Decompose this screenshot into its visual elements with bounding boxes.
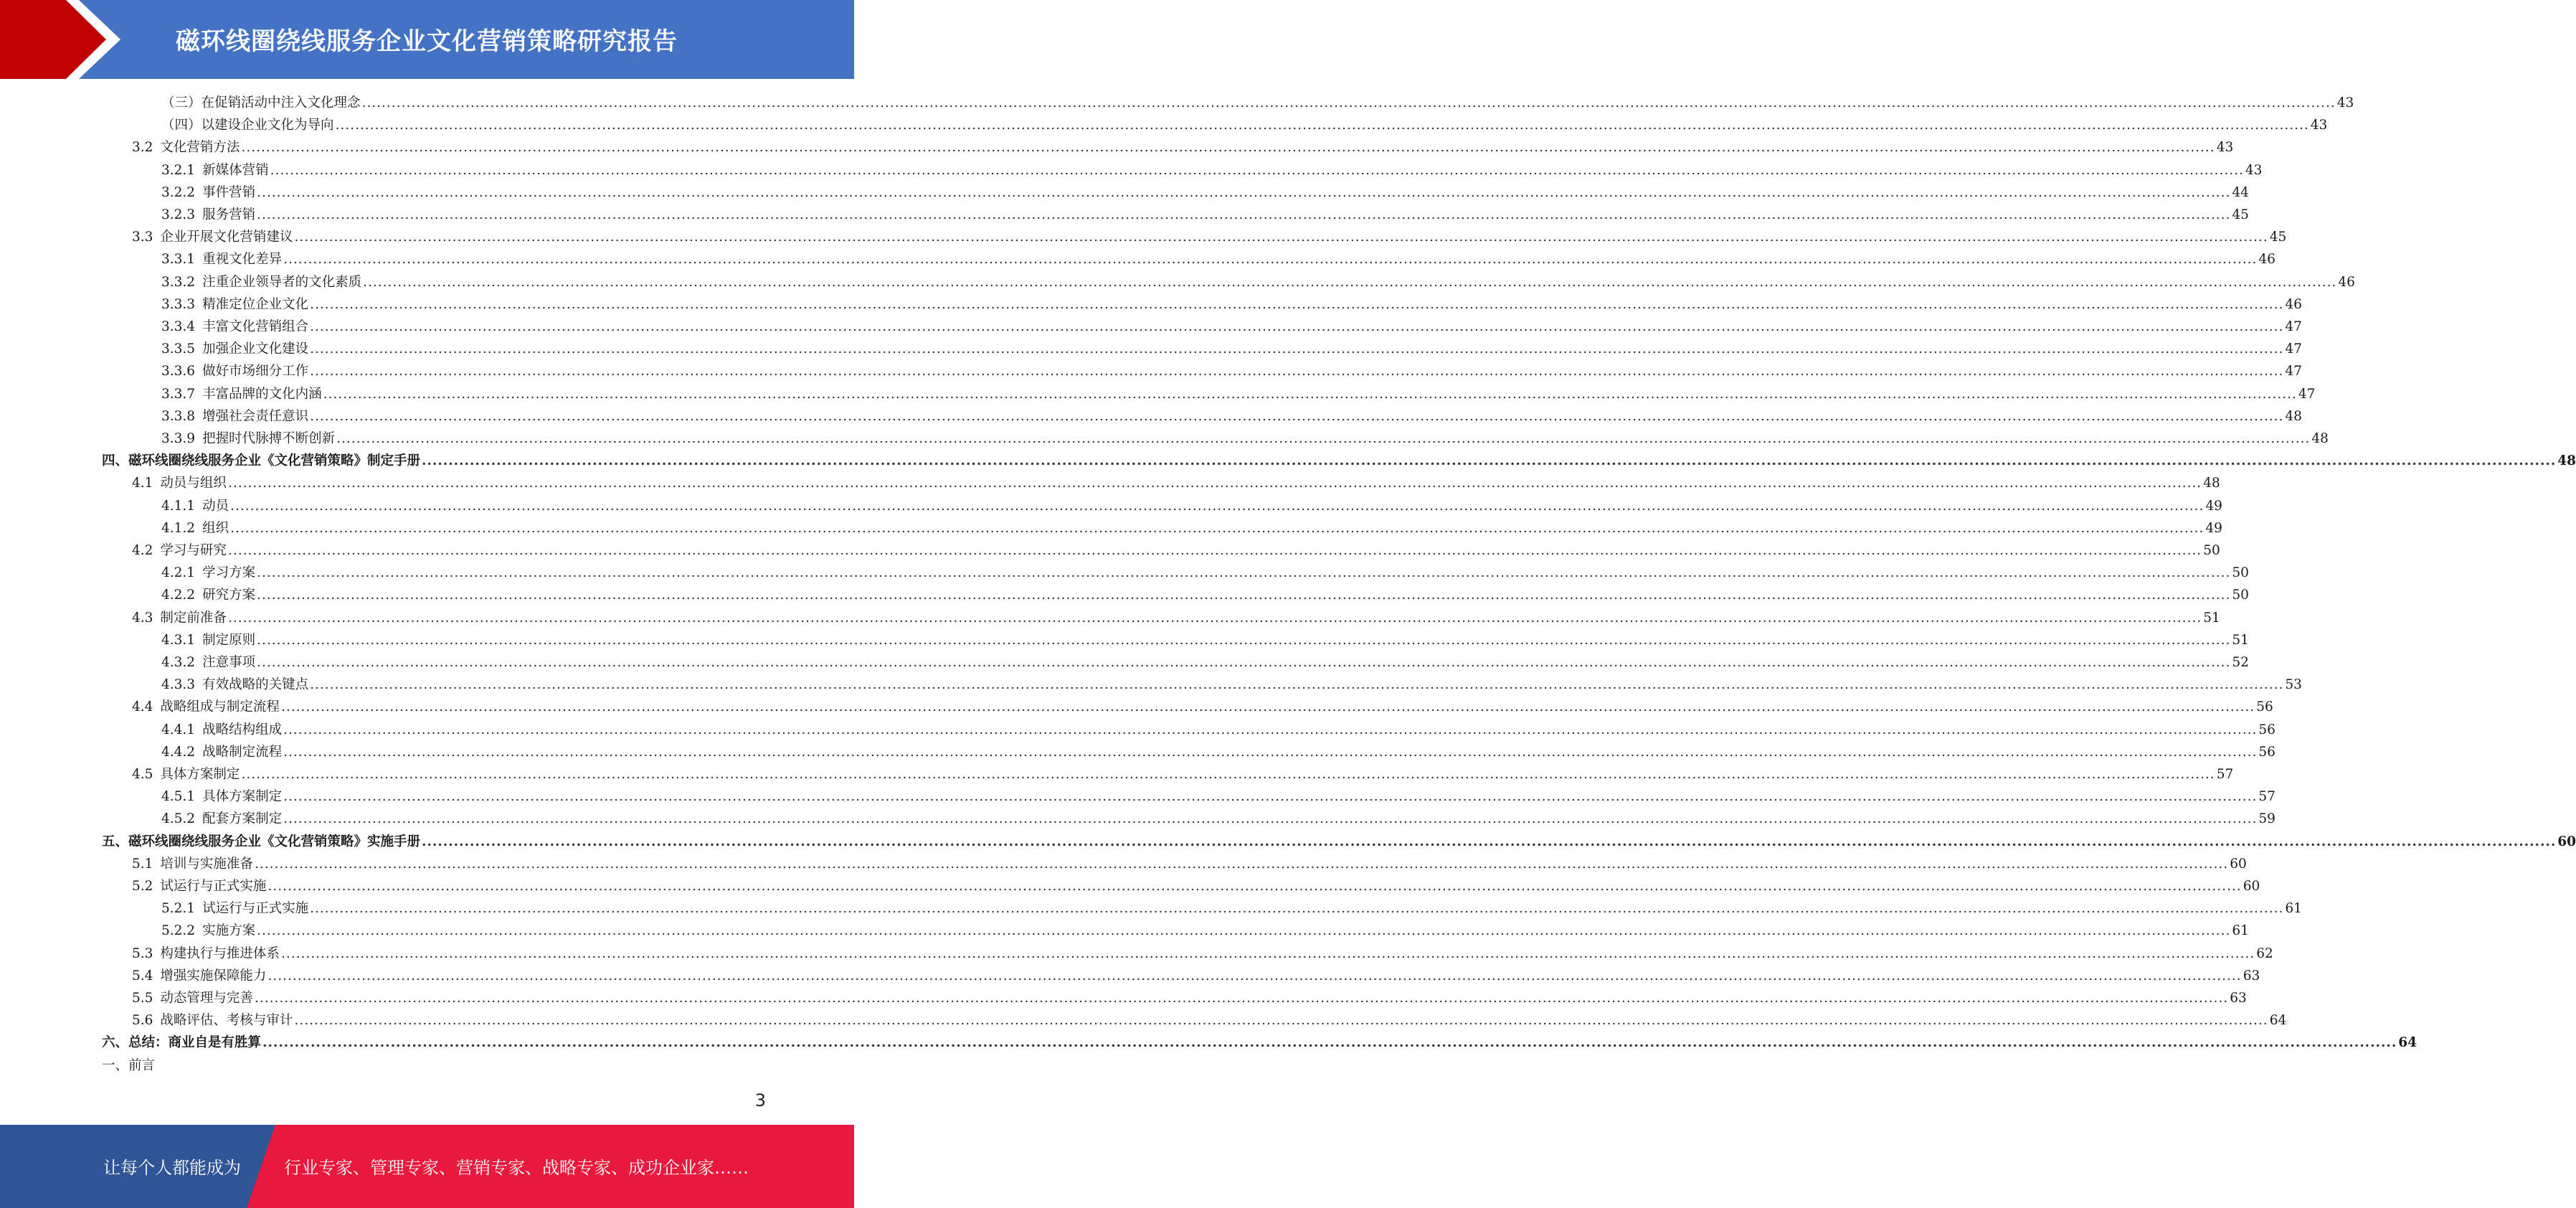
toc-dot-leader: ................................................................................................................................................................................................................................................................................................................................................................................................................	[267, 968, 2242, 983]
toc-entry-number: 3.3.7	[161, 387, 196, 402]
toc-entry[interactable]	[132, 1009, 2287, 1032]
toc-dot-leader: ................................................................................................................................................................................................................................................................................................................................................................................................................	[227, 610, 2202, 626]
toc-entry-number: 5.2	[132, 879, 153, 894]
toc-entry-title: 动员与组织	[160, 476, 227, 491]
toc-dot-leader: ................................................................................................................................................................................................................................................................................................................................................................................................................	[422, 834, 2557, 849]
toc-dot-leader: ................................................................................................................................................................................................................................................................................................................................................................................................................	[270, 163, 2244, 178]
toc-entry[interactable]	[161, 159, 2263, 181]
toc-entry-page: 47	[2285, 341, 2302, 357]
toc-entry-page: 48	[2203, 476, 2220, 491]
toc-entry-page: 43	[2245, 163, 2263, 178]
toc-entry[interactable]	[132, 875, 2260, 897]
toc-entry-title: 战略评估、考核与审计	[160, 1013, 293, 1028]
toc-entry[interactable]	[161, 495, 2222, 517]
toc-entry-page: 64	[2398, 1035, 2418, 1050]
toc-entry[interactable]	[132, 763, 2234, 785]
toc-dot-leader: ................................................................................................................................................................................................................................................................................................................................................................................................................	[257, 207, 2231, 222]
toc-entry-number: 5.5	[132, 991, 153, 1006]
toc-entry-number: 5.1	[132, 857, 153, 872]
toc-entry-title: 丰富品牌的文化内涵	[202, 387, 322, 402]
toc-entry-page: 43	[2336, 95, 2354, 110]
toc-entry[interactable]	[102, 1032, 2418, 1054]
toc-dot-leader: ................................................................................................................................................................................................................................................................................................................................................................................................................	[283, 811, 2258, 826]
toc-entry[interactable]	[161, 920, 2249, 942]
toc-entry[interactable]	[132, 226, 2287, 248]
toc-entry-page: 51	[2203, 610, 2220, 626]
toc-entry[interactable]	[132, 136, 2234, 159]
toc-entry-page: 57	[2258, 789, 2276, 804]
toc-entry[interactable]	[161, 741, 2276, 763]
toc-entry[interactable]	[161, 114, 2328, 136]
toc-entry[interactable]	[161, 204, 2249, 226]
toc-entry-number: 3.2.1	[161, 163, 196, 178]
toc-dot-leader: ................................................................................................................................................................................................................................................................................................................................................................................................................	[257, 588, 2231, 603]
toc-entry-page: 48	[2285, 409, 2302, 424]
toc-entry-number: 5.3	[132, 946, 153, 961]
toc-entry-number: 5.2.2	[161, 923, 196, 938]
toc-entry[interactable]	[161, 181, 2249, 204]
toc-entry[interactable]	[132, 853, 2247, 875]
toc-entry-page: 63	[2243, 968, 2260, 983]
toc-entry-number: 4.3.2	[161, 655, 196, 670]
toc-entry-number: 4.4.2	[161, 745, 196, 760]
footer-slogan-right: 行业专家、管理专家、营销专家、战略专家、成功企业家……	[284, 1158, 749, 1178]
toc-entry-number: 3.2.3	[161, 207, 196, 222]
toc-entry[interactable]	[161, 248, 2276, 270]
toc-entry-page: 50	[2203, 543, 2220, 558]
toc-dot-leader: ................................................................................................................................................................................................................................................................................................................................................................................................................	[283, 252, 2258, 267]
toc-dot-leader: ................................................................................................................................................................................................................................................................................................................................................................................................................	[323, 387, 2297, 402]
toc-entry-number: 3.3.3	[161, 297, 196, 312]
toc-entry-number: 3.3	[132, 230, 153, 245]
toc-dot-leader: ................................................................................................................................................................................................................................................................................................................................................................................................................	[257, 655, 2231, 670]
toc-entry-number: 5.6	[132, 1013, 153, 1028]
toc-entry-title: 构建执行与推进体系	[160, 946, 280, 961]
toc-entry-title: 实施方案	[202, 923, 256, 938]
toc-entry-title: 学习与研究	[160, 543, 227, 558]
toc-entry-title: 战略结构组成	[202, 722, 283, 737]
toc-dot-leader: ................................................................................................................................................................................................................................................................................................................................................................................................................	[283, 745, 2258, 760]
toc-entry-title: 事件营销	[202, 185, 256, 200]
toc-entry-title: 增强实施保障能力	[160, 968, 267, 983]
toc-entry-page: 59	[2258, 811, 2276, 826]
toc-dot-leader: ................................................................................................................................................................................................................................................................................................................................................................................................................	[336, 431, 2311, 446]
toc-entry[interactable]	[132, 987, 2247, 1009]
toc-entry-page: 52	[2232, 655, 2249, 670]
toc-dot-leader: ................................................................................................................................................................................................................................................................................................................................................................................................................	[310, 677, 2284, 692]
toc-entry-page: 45	[2269, 230, 2287, 245]
toc-entry-page: 62	[2256, 946, 2273, 961]
toc-entry-title: 增强社会责任意识	[202, 409, 309, 424]
toc-entry-page: 53	[2285, 677, 2302, 692]
toc-entry-title: 试运行与正式实施	[160, 879, 267, 894]
toc-entry[interactable]	[161, 338, 2302, 360]
toc-entry-title: 文化营销方法	[160, 140, 240, 155]
toc-dot-leader: ................................................................................................................................................................................................................................................................................................................................................................................................................	[262, 1035, 2397, 1050]
toc-entry-number: 3.3.9	[161, 431, 196, 446]
toc-entry-title: 一、前言	[102, 1058, 156, 1073]
toc-entry-page: 47	[2285, 319, 2302, 334]
toc-entry-number: 4.3	[132, 610, 153, 626]
toc-entry-title: 注意事项	[202, 655, 256, 670]
toc-entry-number: 4.4.1	[161, 722, 196, 737]
toc-entry-title: 五、磁环线圈绕线服务企业《文化营销策略》实施手册	[102, 834, 421, 849]
toc-entry[interactable]	[161, 517, 2222, 539]
toc-entry[interactable]	[161, 405, 2302, 428]
toc-dot-leader: ................................................................................................................................................................................................................................................................................................................................................................................................................	[257, 185, 2231, 200]
toc-entry-page: 56	[2256, 699, 2273, 714]
toc-dot-leader: ................................................................................................................................................................................................................................................................................................................................................................................................................	[294, 230, 2268, 245]
toc-dot-leader: ................................................................................................................................................................................................................................................................................................................................................................................................................	[310, 901, 2284, 916]
toc-entry-number: 4.2.1	[161, 565, 196, 580]
toc-entry[interactable]	[161, 808, 2276, 830]
toc-entry[interactable]	[161, 360, 2302, 382]
toc-entry-page: 45	[2232, 207, 2249, 222]
toc-entry-number: 4.5	[132, 767, 153, 782]
toc-dot-leader: ................................................................................................................................................................................................................................................................................................................................................................................................................	[310, 297, 2284, 312]
toc-dot-leader: ................................................................................................................................................................................................................................................................................................................................................................................................................	[280, 946, 2255, 961]
toc-entry[interactable]	[132, 965, 2260, 987]
toc-entry-title: 试运行与正式实施	[202, 901, 309, 916]
toc-dot-leader: ................................................................................................................................................................................................................................................................................................................................................................................................................	[422, 453, 2557, 468]
toc-entry[interactable]	[102, 1054, 752, 1077]
toc-entry-page: 50	[2232, 588, 2249, 603]
toc-entry-number: 4.3.1	[161, 633, 196, 648]
toc-entry-title: 把握时代脉搏不断创新	[202, 431, 336, 446]
toc-dot-leader: ................................................................................................................................................................................................................................................................................................................................................................................................................	[363, 275, 2337, 290]
toc-entry-page: 46	[2338, 275, 2355, 290]
toc-entry-page: 51	[2232, 633, 2249, 648]
toc-entry-number: 3.2	[132, 140, 153, 155]
toc-entry-title: 动态管理与完善	[160, 991, 253, 1006]
toc-entry[interactable]	[132, 472, 2220, 494]
toc-entry-title: 做好市场细分工作	[202, 364, 309, 379]
toc-entry-number: 4.1.1	[161, 499, 196, 514]
toc-entry-title: 有效战略的关键点	[202, 677, 309, 692]
toc-entry-page: 47	[2298, 387, 2316, 402]
toc-entry-number: 4.5.1	[161, 789, 196, 804]
toc-entry-title: 制定原则	[202, 633, 256, 648]
toc-entry-title: 战略组成与制定流程	[160, 699, 280, 714]
toc-dot-leader: ................................................................................................................................................................................................................................................................................................................................................................................................................	[241, 767, 2215, 782]
toc-entry-page: 46	[2285, 297, 2302, 312]
toc-entry-title: 学习方案	[202, 565, 256, 580]
toc-entry[interactable]	[102, 831, 2576, 853]
toc-entry-page: 61	[2232, 923, 2249, 938]
toc-dot-leader: ................................................................................................................................................................................................................................................................................................................................................................................................................	[310, 341, 2284, 357]
toc-entry[interactable]	[161, 651, 2249, 674]
toc-entry-page: 60	[2557, 834, 2576, 849]
toc-entry-number: 4.4	[132, 699, 153, 714]
toc-dot-leader: ................................................................................................................................................................................................................................................................................................................................................................................................................	[227, 476, 2202, 491]
toc-entry[interactable]	[161, 92, 2354, 114]
toc-entry-page: 47	[2285, 364, 2302, 379]
toc-dot-leader: ................................................................................................................................................................................................................................................................................................................................................................................................................	[230, 521, 2205, 536]
toc-entry-title: 注重企业领导者的文化素质	[202, 275, 362, 290]
toc-entry-number: 4.2	[132, 543, 153, 558]
toc-entry-number: 3.3.2	[161, 275, 196, 290]
toc-entry-number: 5.4	[132, 968, 153, 983]
toc-dot-leader: ................................................................................................................................................................................................................................................................................................................................................................................................................	[257, 633, 2231, 648]
toc-entry-page: 46	[2258, 252, 2276, 267]
toc-entry-number: 3.3.5	[161, 341, 196, 357]
toc-entry-page: 60	[2230, 857, 2247, 872]
toc-entry[interactable]	[161, 897, 2302, 920]
toc-entry-number: 5.2.1	[161, 901, 196, 916]
toc-entry-page: 43	[2216, 140, 2234, 155]
toc-entry-number: 3.3.4	[161, 319, 196, 334]
toc-entry-title: 培训与实施准备	[160, 857, 253, 872]
toc-entry[interactable]	[161, 316, 2302, 338]
toc-entry-number: 3.2.2	[161, 185, 196, 200]
toc-entry[interactable]	[161, 271, 2355, 293]
toc-entry[interactable]	[102, 450, 2576, 472]
toc-entry[interactable]	[161, 562, 2249, 584]
toc-entry-page: 63	[2230, 991, 2247, 1006]
toc-dot-leader: ................................................................................................................................................................................................................................................................................................................................................................................................................	[283, 789, 2258, 804]
page-header	[0, 0, 854, 79]
toc-entry-page: 60	[2243, 879, 2260, 894]
toc-entry-number: 4.5.2	[161, 811, 196, 826]
toc-entry[interactable]	[132, 607, 2220, 629]
toc-entry-title: 具体方案制定	[160, 767, 240, 782]
toc-entry[interactable]	[132, 696, 2273, 718]
toc-entry-number: 3.3.1	[161, 252, 196, 267]
toc-dot-leader: ................................................................................................................................................................................................................................................................................................................................................................................................................	[254, 991, 2229, 1006]
toc-entry-page: 43	[2310, 118, 2328, 133]
page-number: 3	[754, 1090, 766, 1110]
toc-dot-leader: ................................................................................................................................................................................................................................................................................................................................................................................................................	[241, 140, 2215, 155]
toc-entry[interactable]	[161, 383, 2316, 405]
toc-entry[interactable]	[161, 428, 2329, 450]
toc-entry[interactable]	[161, 719, 2276, 741]
toc-entry-page: 49	[2205, 499, 2222, 514]
toc-entry-title: 新媒体营销	[202, 163, 269, 178]
toc-entry-title: 战略制定流程	[202, 745, 283, 760]
footer-slogan-left: 让每个人都能成为	[103, 1158, 241, 1178]
toc-entry-title: 制定前准备	[160, 610, 227, 626]
toc-entry-title: 具体方案制定	[202, 789, 283, 804]
toc-entry-title: （三）在促销活动中注入文化理念	[161, 95, 361, 110]
toc-entry-title: 动员	[202, 499, 229, 514]
toc-entry-page: 56	[2258, 745, 2276, 760]
toc-dot-leader: ................................................................................................................................................................................................................................................................................................................................................................................................................	[310, 319, 2284, 334]
toc-entry-number: 4.1	[132, 476, 153, 491]
toc-entry-page: 57	[2216, 767, 2234, 782]
toc-entry-number: 4.1.2	[161, 521, 196, 536]
toc-dot-leader: ................................................................................................................................................................................................................................................................................................................................................................................................................	[283, 722, 2258, 737]
toc-entry-page: 64	[2269, 1013, 2287, 1028]
toc-entry-page: 44	[2232, 185, 2249, 200]
toc-entry-number: 4.2.2	[161, 588, 196, 603]
toc-dot-leader: ................................................................................................................................................................................................................................................................................................................................................................................................................	[310, 364, 2284, 379]
toc-entry[interactable]	[161, 785, 2276, 808]
toc-entry-title: 加强企业文化建设	[202, 341, 309, 357]
toc-entry[interactable]	[161, 629, 2249, 651]
toc-dot-leader: ................................................................................................................................................................................................................................................................................................................................................................................................................	[257, 923, 2231, 938]
toc-entry-title: （四）以建设企业文化为导向	[161, 118, 334, 133]
toc-entry-title: 丰富文化营销组合	[202, 319, 309, 334]
toc-dot-leader: ................................................................................................................................................................................................................................................................................................................................................................................................................	[335, 118, 2309, 133]
toc-entry-title: 精准定位企业文化	[202, 297, 309, 312]
toc-entry-page: 50	[2232, 565, 2249, 580]
toc-entry-page: 48	[2557, 453, 2576, 468]
toc-entry-title: 四、磁环线圈绕线服务企业《文化营销策略》制定手册	[102, 453, 421, 468]
toc-entry-page: 56	[2258, 722, 2276, 737]
toc-dot-leader: ................................................................................................................................................................................................................................................................................................................................................................................................................	[310, 409, 2284, 424]
toc-entry[interactable]	[132, 539, 2220, 562]
toc-dot-leader: ................................................................................................................................................................................................................................................................................................................................................................................................................	[294, 1013, 2268, 1028]
toc-dot-leader: ................................................................................................................................................................................................................................................................................................................................................................................................................	[267, 879, 2242, 894]
toc-entry[interactable]	[161, 584, 2249, 606]
toc-entry-title: 服务营销	[202, 207, 256, 222]
toc-dot-leader: ................................................................................................................................................................................................................................................................................................................................................................................................................	[361, 95, 2336, 110]
toc-entry-title: 六、总结：商业自是有胜算	[102, 1035, 262, 1050]
toc-entry-page: 48	[2311, 431, 2329, 446]
toc-dot-leader: ................................................................................................................................................................................................................................................................................................................................................................................................................	[257, 565, 2231, 580]
toc-entry-number: 4.3.3	[161, 677, 196, 692]
toc-dot-leader: ................................................................................................................................................................................................................................................................................................................................................................................................................	[227, 543, 2202, 558]
toc-entry-title: 研究方案	[202, 588, 256, 603]
report-title: 磁环线圈绕线服务企业文化营销策略研究报告	[176, 27, 678, 56]
toc-entry-page: 61	[2285, 901, 2302, 916]
toc-dot-leader: ................................................................................................................................................................................................................................................................................................................................................................................................................	[254, 857, 2229, 872]
page-footer	[0, 1125, 854, 1208]
toc-entry[interactable]	[161, 293, 2302, 316]
toc-entry-title: 企业开展文化营销建议	[160, 230, 293, 245]
toc-entry-title: 重视文化差异	[202, 252, 283, 267]
toc-entry[interactable]	[132, 943, 2273, 965]
toc-entry-title: 组织	[202, 521, 229, 536]
toc-entry-page: 49	[2205, 521, 2222, 536]
toc-entry-number: 3.3.8	[161, 409, 196, 424]
toc-dot-leader: ................................................................................................................................................................................................................................................................................................................................................................................................................	[230, 499, 2205, 514]
toc-dot-leader: ................................................................................................................................................................................................................................................................................................................................................................................................................	[280, 699, 2255, 714]
toc-entry[interactable]	[161, 674, 2302, 696]
toc-entry-number: 3.3.6	[161, 364, 196, 379]
toc-entry-title: 配套方案制定	[202, 811, 283, 826]
